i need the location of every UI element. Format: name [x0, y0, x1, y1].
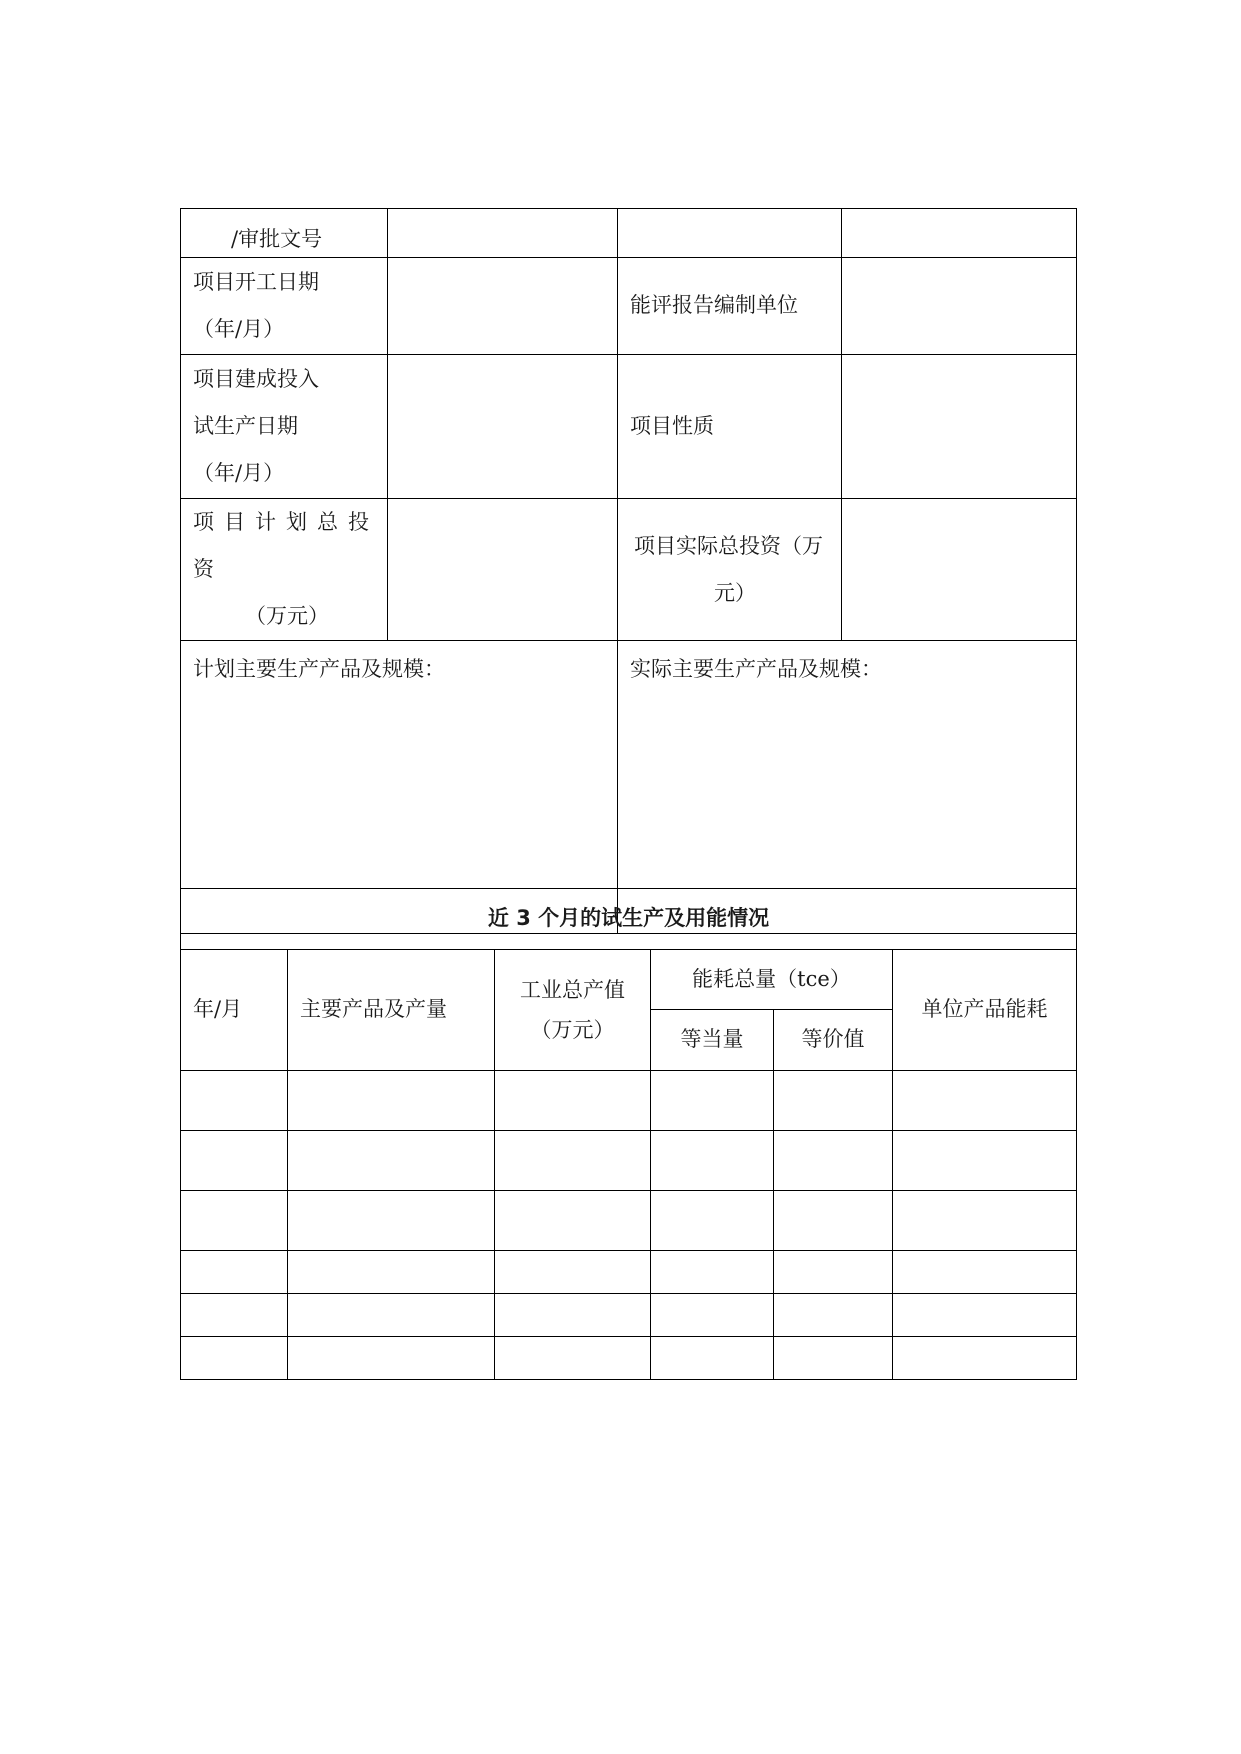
- header-industrial-output: [495, 950, 651, 1071]
- investment-row: [181, 499, 1077, 641]
- start-date-row: [181, 258, 1077, 355]
- header-equal-value: 等价值: [774, 1010, 893, 1071]
- energy-title-row: [181, 889, 1077, 950]
- cell-unit-energy[interactable]: [893, 1337, 1077, 1380]
- cell-equivalent[interactable]: [651, 1294, 774, 1337]
- cell-main-products[interactable]: [288, 1131, 495, 1191]
- cell-industrial-output[interactable]: [495, 1294, 651, 1337]
- trial-date-label-line3: （年/月）: [193, 461, 285, 485]
- energy-table-title: 近 3 个月的试生产及用能情况: [181, 889, 1077, 950]
- table-row: [181, 1294, 1077, 1337]
- table-row: [181, 1071, 1077, 1131]
- cell-equivalent[interactable]: [651, 1337, 774, 1380]
- project-nature-value-cell[interactable]: [842, 355, 1077, 499]
- trial-date-value-cell[interactable]: [388, 355, 618, 499]
- approval-extra-value-cell[interactable]: [842, 209, 1077, 258]
- table-row: [181, 1337, 1077, 1380]
- cell-equal-value[interactable]: [774, 1337, 893, 1380]
- cell-main-products[interactable]: [288, 1294, 495, 1337]
- project-info-table: [180, 208, 1077, 934]
- header-year-month: 年/月: [181, 950, 288, 1071]
- report-unit-label-cell: [618, 258, 842, 355]
- cell-unit-energy[interactable]: [893, 1071, 1077, 1131]
- cell-equal-value[interactable]: [774, 1071, 893, 1131]
- cell-unit-energy[interactable]: [893, 1294, 1077, 1337]
- header-industrial-output-line1: 工业总产值: [520, 978, 625, 1002]
- cell-main-products[interactable]: [288, 1337, 495, 1380]
- actual-investment-label: [618, 523, 841, 617]
- cell-year-month[interactable]: [181, 1191, 288, 1251]
- cell-industrial-output[interactable]: [495, 1071, 651, 1131]
- cell-equivalent[interactable]: [651, 1071, 774, 1131]
- actual-investment-value-cell[interactable]: [842, 499, 1077, 641]
- header-industrial-output-line2: （万元）: [530, 1018, 615, 1042]
- cell-equal-value[interactable]: [774, 1294, 893, 1337]
- actual-products-label: 实际主要生产产品及规模：: [630, 657, 882, 681]
- cell-year-month[interactable]: [181, 1251, 288, 1294]
- cell-industrial-output[interactable]: [495, 1191, 651, 1251]
- start-date-value-cell[interactable]: [388, 258, 618, 355]
- header-equivalent: 等当量: [651, 1010, 774, 1071]
- cell-main-products[interactable]: [288, 1191, 495, 1251]
- approval-row: [181, 209, 1077, 258]
- header-main-products: 主要产品及产量: [288, 950, 495, 1071]
- trial-date-label-line1: 项目建成投入: [193, 367, 319, 391]
- actual-investment-label-cell: [618, 499, 842, 641]
- approval-extra-label-cell: [618, 209, 842, 258]
- cell-equal-value[interactable]: [774, 1251, 893, 1294]
- energy-header-row-1: [181, 950, 1077, 1010]
- header-unit-energy: 单位产品能耗: [893, 950, 1077, 1071]
- planned-investment-label-line2: （万元）: [245, 604, 329, 628]
- start-date-label-line1: 项目开工日期: [193, 270, 319, 294]
- project-nature-label: 项目性质: [630, 413, 714, 438]
- cell-unit-energy[interactable]: [893, 1191, 1077, 1251]
- approval-no-label-cell: [181, 209, 388, 258]
- report-unit-label: 能评报告编制单位: [630, 293, 798, 318]
- planned-investment-label-cell: [181, 499, 388, 641]
- project-nature-label-cell: [618, 355, 842, 499]
- cell-equal-value[interactable]: [774, 1191, 893, 1251]
- cell-year-month[interactable]: [181, 1294, 288, 1337]
- cell-equal-value[interactable]: [774, 1131, 893, 1191]
- energy-usage-table: [180, 888, 1077, 1380]
- start-date-label-cell: [181, 258, 388, 355]
- planned-products-label: 计划主要生产产品及规模：: [193, 657, 445, 681]
- cell-industrial-output[interactable]: [495, 1337, 651, 1380]
- planned-investment-value-cell[interactable]: [388, 499, 618, 641]
- cell-industrial-output[interactable]: [495, 1251, 651, 1294]
- trial-date-label-line2: 试生产日期: [193, 414, 298, 438]
- approval-no-value-cell[interactable]: [388, 209, 618, 258]
- cell-equivalent[interactable]: [651, 1251, 774, 1294]
- trial-date-label: [181, 356, 387, 497]
- header-energy-total: 能耗总量（tce）: [651, 950, 893, 1010]
- table-row: [181, 1251, 1077, 1294]
- trial-date-label-cell: [181, 355, 388, 499]
- cell-equivalent[interactable]: [651, 1131, 774, 1191]
- table-row: [181, 1191, 1077, 1251]
- table-row: [181, 1131, 1077, 1191]
- actual-investment-label-line2: 元）: [714, 580, 756, 605]
- report-unit-value-cell[interactable]: [842, 258, 1077, 355]
- cell-unit-energy[interactable]: [893, 1131, 1077, 1191]
- start-date-label: [181, 259, 387, 353]
- trial-date-row: [181, 355, 1077, 499]
- approval-no-label: /审批文号: [231, 227, 323, 251]
- cell-year-month[interactable]: [181, 1071, 288, 1131]
- cell-year-month[interactable]: [181, 1131, 288, 1191]
- actual-investment-label-line1: 项目实际总投资（万: [634, 533, 823, 558]
- planned-investment-label: [181, 499, 387, 640]
- cell-industrial-output[interactable]: [495, 1131, 651, 1191]
- cell-main-products[interactable]: [288, 1071, 495, 1131]
- planned-investment-label-line1: 项目计划总投资: [193, 510, 379, 581]
- cell-equivalent[interactable]: [651, 1191, 774, 1251]
- cell-unit-energy[interactable]: [893, 1251, 1077, 1294]
- cell-main-products[interactable]: [288, 1251, 495, 1294]
- cell-year-month[interactable]: [181, 1337, 288, 1380]
- start-date-label-line2: （年/月）: [193, 317, 285, 341]
